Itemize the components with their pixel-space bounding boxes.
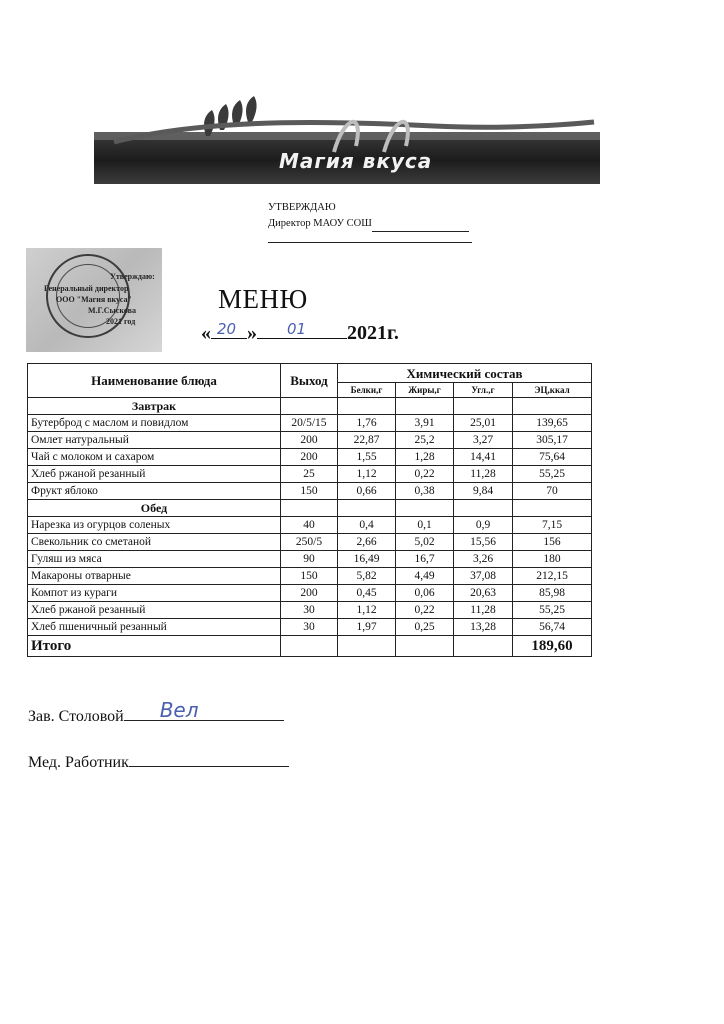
proteins-cell: 16,49	[338, 551, 396, 568]
proteins-cell: 1,12	[338, 602, 396, 619]
fats-cell: 0,38	[396, 483, 454, 500]
fats-cell: 5,02	[396, 534, 454, 551]
carbs-cell: 25,01	[454, 415, 513, 432]
table-row	[28, 483, 592, 500]
proteins-cell: 1,55	[338, 449, 396, 466]
yield-cell: 250/5	[281, 534, 338, 551]
approval-director-row	[268, 216, 469, 232]
fats-cell: 4,49	[396, 568, 454, 585]
approval-heading: УТВЕРЖДАЮ	[268, 202, 336, 213]
menu-table-body	[28, 398, 592, 636]
header-chem-composition: Химический состав	[338, 364, 592, 383]
date-month: 01	[287, 320, 307, 338]
proteins-cell: 2,66	[338, 534, 396, 551]
section-title: Обед	[28, 500, 281, 517]
fats-cell: 0,06	[396, 585, 454, 602]
yield-cell: 40	[281, 517, 338, 534]
carbs-cell: 11,28	[454, 602, 513, 619]
fats-cell: 16,7	[396, 551, 454, 568]
yield-cell: 200	[281, 432, 338, 449]
fats-cell: 0,25	[396, 619, 454, 636]
fats-cell: 3,91	[396, 415, 454, 432]
menu-date	[201, 320, 399, 345]
stamp-line-4: М.Г.Сыскова	[88, 306, 136, 315]
fats-cell: 0,22	[396, 602, 454, 619]
total-empty-cell	[396, 636, 454, 657]
energy-cell: 180	[513, 551, 592, 568]
table-row	[28, 551, 592, 568]
header-yield: Выход	[281, 364, 338, 398]
date-month-blank	[257, 320, 347, 339]
section-empty-cell	[338, 500, 396, 517]
total-row	[28, 636, 592, 657]
energy-cell: 85,98	[513, 585, 592, 602]
date-close-quote: »	[247, 322, 257, 344]
yield-cell: 25	[281, 466, 338, 483]
date-year: 2021г.	[347, 322, 399, 344]
medic-line	[129, 752, 289, 767]
carbs-cell: 0,9	[454, 517, 513, 534]
date-day-blank	[211, 320, 247, 339]
section-empty-cell	[454, 500, 513, 517]
date-open-quote: «	[201, 322, 211, 344]
dish-name-cell: Хлеб ржаной резанный	[28, 602, 281, 619]
energy-cell: 55,25	[513, 602, 592, 619]
approval-extra-line	[268, 242, 472, 243]
dish-name-cell: Хлеб ржаной резанный	[28, 466, 281, 483]
energy-cell: 70	[513, 483, 592, 500]
total-label: Итого	[28, 636, 281, 657]
section-empty-cell	[513, 398, 592, 415]
proteins-cell: 22,87	[338, 432, 396, 449]
proteins-cell: 0,45	[338, 585, 396, 602]
stamp-line-5: 2021 год	[106, 317, 136, 326]
carbs-cell: 3,27	[454, 432, 513, 449]
proteins-cell: 0,66	[338, 483, 396, 500]
section-title: Завтрак	[28, 398, 281, 415]
carbs-cell: 14,41	[454, 449, 513, 466]
table-row	[28, 602, 592, 619]
energy-cell: 305,17	[513, 432, 592, 449]
yield-cell: 20/5/15	[281, 415, 338, 432]
table-row	[28, 517, 592, 534]
medic-label: Мед. Работник	[28, 754, 129, 771]
stamp-line-1: Утверждаю:	[110, 272, 155, 281]
canteen-head-label: Зав. Столовой	[28, 708, 124, 725]
company-logo	[94, 96, 600, 188]
total-empty-cell	[338, 636, 396, 657]
yield-cell: 90	[281, 551, 338, 568]
energy-cell: 55,25	[513, 466, 592, 483]
approval-block	[268, 200, 469, 232]
approval-stamp	[26, 248, 162, 352]
dish-name-cell: Свекольник со сметаной	[28, 534, 281, 551]
section-row	[28, 500, 592, 517]
carbs-cell: 15,56	[454, 534, 513, 551]
table-row	[28, 619, 592, 636]
energy-cell: 7,15	[513, 517, 592, 534]
dish-name-cell: Гуляш из мяса	[28, 551, 281, 568]
header-proteins: Белки,г	[338, 383, 396, 398]
yield-cell: 200	[281, 585, 338, 602]
proteins-cell: 1,76	[338, 415, 396, 432]
fats-cell: 0,1	[396, 517, 454, 534]
logo-slogan: Магия вкуса	[279, 149, 433, 173]
logo-graphic-icon	[94, 96, 600, 188]
energy-cell: 56,74	[513, 619, 592, 636]
table-row	[28, 585, 592, 602]
section-empty-cell	[396, 398, 454, 415]
canteen-head-signature	[28, 698, 284, 726]
dish-name-cell: Хлеб пшеничный резанный	[28, 619, 281, 636]
fats-cell: 1,28	[396, 449, 454, 466]
carbs-cell: 37,08	[454, 568, 513, 585]
total-empty-cell	[281, 636, 338, 657]
dish-name-cell: Бутерброд с маслом и повидлом	[28, 415, 281, 432]
medic-signature	[28, 752, 289, 772]
yield-cell: 150	[281, 568, 338, 585]
proteins-cell: 1,12	[338, 466, 396, 483]
director-signature-line	[372, 220, 469, 232]
fats-cell: 0,22	[396, 466, 454, 483]
total-value: 189,60	[513, 636, 592, 657]
header-carbs: Угл.,г	[454, 383, 513, 398]
section-empty-cell	[338, 398, 396, 415]
dish-name-cell: Макароны отварные	[28, 568, 281, 585]
carbs-cell: 3,26	[454, 551, 513, 568]
yield-cell: 150	[281, 483, 338, 500]
table-row	[28, 568, 592, 585]
page-title: МЕНЮ	[218, 284, 308, 314]
carbs-cell: 20,63	[454, 585, 513, 602]
yield-cell: 30	[281, 619, 338, 636]
yield-cell: 30	[281, 602, 338, 619]
table-row	[28, 449, 592, 466]
section-row	[28, 398, 592, 415]
stamp-line-2: Генеральный директор	[44, 284, 129, 293]
section-empty-cell	[396, 500, 454, 517]
dish-name-cell: Нарезка из огурцов соленых	[28, 517, 281, 534]
menu-table	[27, 363, 592, 657]
section-empty-cell	[281, 500, 338, 517]
total-empty-cell	[454, 636, 513, 657]
dish-name-cell: Фрукт яблоко	[28, 483, 281, 500]
dish-name-cell: Чай с молоком и сахаром	[28, 449, 281, 466]
carbs-cell: 13,28	[454, 619, 513, 636]
carbs-cell: 9,84	[454, 483, 513, 500]
header-dish-name: Наименование блюда	[28, 364, 281, 398]
carbs-cell: 11,28	[454, 466, 513, 483]
section-empty-cell	[513, 500, 592, 517]
date-day: 20	[217, 320, 237, 338]
proteins-cell: 1,97	[338, 619, 396, 636]
energy-cell: 212,15	[513, 568, 592, 585]
energy-cell: 75,64	[513, 449, 592, 466]
table-row	[28, 534, 592, 551]
dish-name-cell: Омлет натуральный	[28, 432, 281, 449]
yield-cell: 200	[281, 449, 338, 466]
table-row	[28, 415, 592, 432]
proteins-cell: 5,82	[338, 568, 396, 585]
approval-director-label: Директор МАОУ СОШ	[268, 218, 372, 229]
energy-cell: 156	[513, 534, 592, 551]
proteins-cell: 0,4	[338, 517, 396, 534]
header-fats: Жиры,г	[396, 383, 454, 398]
dish-name-cell: Компот из кураги	[28, 585, 281, 602]
energy-cell: 139,65	[513, 415, 592, 432]
canteen-head-handwritten: Вел	[159, 698, 199, 722]
table-row	[28, 466, 592, 483]
stamp-line-3: ООО "Магия вкуса"	[56, 295, 132, 304]
canteen-head-line	[124, 698, 284, 722]
section-empty-cell	[454, 398, 513, 415]
table-row	[28, 432, 592, 449]
fats-cell: 25,2	[396, 432, 454, 449]
section-empty-cell	[281, 398, 338, 415]
header-energy: ЭЦ,ккал	[513, 383, 592, 398]
